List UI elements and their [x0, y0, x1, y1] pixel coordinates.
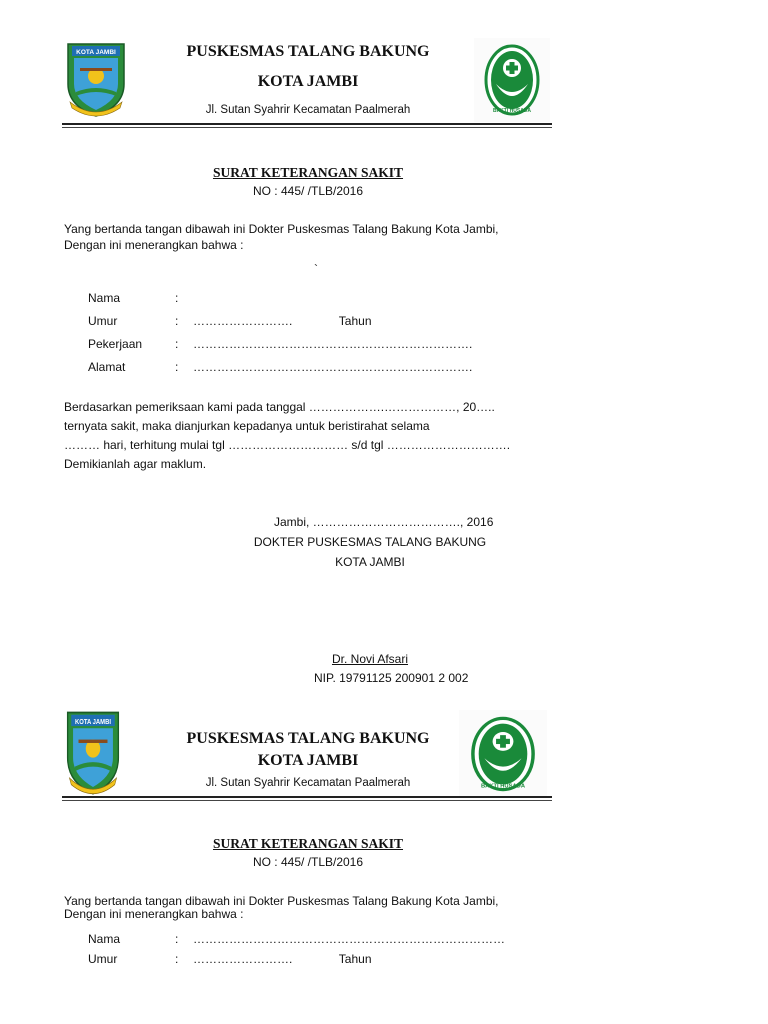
header-divider [62, 796, 552, 798]
field-value-umur: ……………………. Tahun [193, 952, 372, 966]
field-colon: : [175, 291, 179, 305]
intro-line-2: Dengan ini menerangkan bahwa : [64, 907, 244, 921]
body-line-4: Demikianlah agar maklum. [64, 457, 207, 471]
field-value-umur: ……………………. Tahun [193, 314, 372, 328]
sign-role: DOKTER PUSKESMAS TALANG BAKUNG [253, 535, 487, 549]
letter-title: SURAT KETERANGAN SAKIT [212, 836, 404, 851]
header-divider [62, 123, 552, 125]
svg-text:KOTA JAMBI: KOTA JAMBI [75, 718, 111, 726]
kota-jambi-crest-logo [64, 708, 122, 796]
field-colon: : [175, 314, 179, 328]
field-label-alamat: Alamat [88, 360, 126, 374]
org-address: Jl. Sutan Syahrir Kecamatan Paalmerah [205, 777, 411, 789]
intro-line-2: Dengan ini menerangkan bahwa : [64, 238, 244, 252]
field-colon: : [175, 337, 179, 351]
svg-text:KOTA JAMBI: KOTA JAMBI [76, 49, 116, 56]
field-colon: : [175, 360, 179, 374]
place-date: Jambi, ………………………………., 2016 [274, 515, 494, 529]
bakti-husada-logo [474, 38, 550, 122]
intro-line-1: Yang bertanda tangan dibawah ini Dokter Puskesmas Talang Bakung Kota Jambi, [64, 894, 499, 908]
intro-line-2-clipped [64, 907, 244, 921]
letter-number: NO : 445/ /TLB/2016 [252, 184, 364, 198]
field-value-pekerjaan: ……………………………………………………………. [193, 337, 473, 351]
field-value-nama: …………………………………………………………………… [193, 932, 505, 946]
kota-jambi-crest-logo [64, 40, 128, 118]
sign-city: KOTA JAMBI [335, 555, 405, 569]
org-name-title: PUSKESMAS TALANG BAKUNG [186, 730, 430, 747]
org-name-title: PUSKESMAS TALANG BAKUNG [186, 43, 430, 60]
field-label-umur: Umur [88, 952, 118, 966]
doctor-nip: NIP. 19791125 200901 2 002 [314, 671, 469, 685]
org-city-title: KOTA JAMBI [257, 73, 359, 90]
field-label-nama: Nama [88, 932, 121, 946]
svg-text:BAKTI HUSADA: BAKTI HUSADA [492, 108, 532, 114]
field-colon: : [175, 952, 179, 966]
body-line-3: ……… hari, terhitung mulai tgl ………………………… s/d tgl …………………………. [64, 438, 511, 452]
field-label-pekerjaan: Pekerjaan [88, 337, 143, 351]
bakti-husada-logo [459, 710, 547, 798]
header-divider-thin [62, 127, 552, 128]
org-address: Jl. Sutan Syahrir Kecamatan Paalmerah [205, 104, 411, 116]
svg-text:BAKTI HUSADA: BAKTI HUSADA [480, 783, 526, 790]
stray-mark: ` [314, 262, 318, 276]
field-colon: : [175, 932, 179, 946]
intro-line-1: Yang bertanda tangan dibawah ini Dokter Puskesmas Talang Bakung Kota Jambi, [64, 222, 499, 236]
body-line-2: ternyata sakit, maka dianjurkan kepadanya untuk beristirahat selama [64, 419, 430, 433]
field-label-umur: Umur [88, 314, 118, 328]
letter-number: NO : 445/ /TLB/2016 [252, 855, 364, 869]
field-value-alamat: ……………………………………………………………. [193, 360, 473, 374]
header-divider-thin [62, 800, 552, 801]
org-city-title: KOTA JAMBI [257, 752, 359, 769]
doctor-name: Dr. Novi Afsari [331, 652, 409, 666]
letter-title: SURAT KETERANGAN SAKIT [212, 165, 404, 180]
body-line-1: Berdasarkan pemeriksaan kami pada tanggal ……………….………………, 20….. [64, 400, 495, 414]
field-label-nama: Nama [88, 291, 121, 305]
